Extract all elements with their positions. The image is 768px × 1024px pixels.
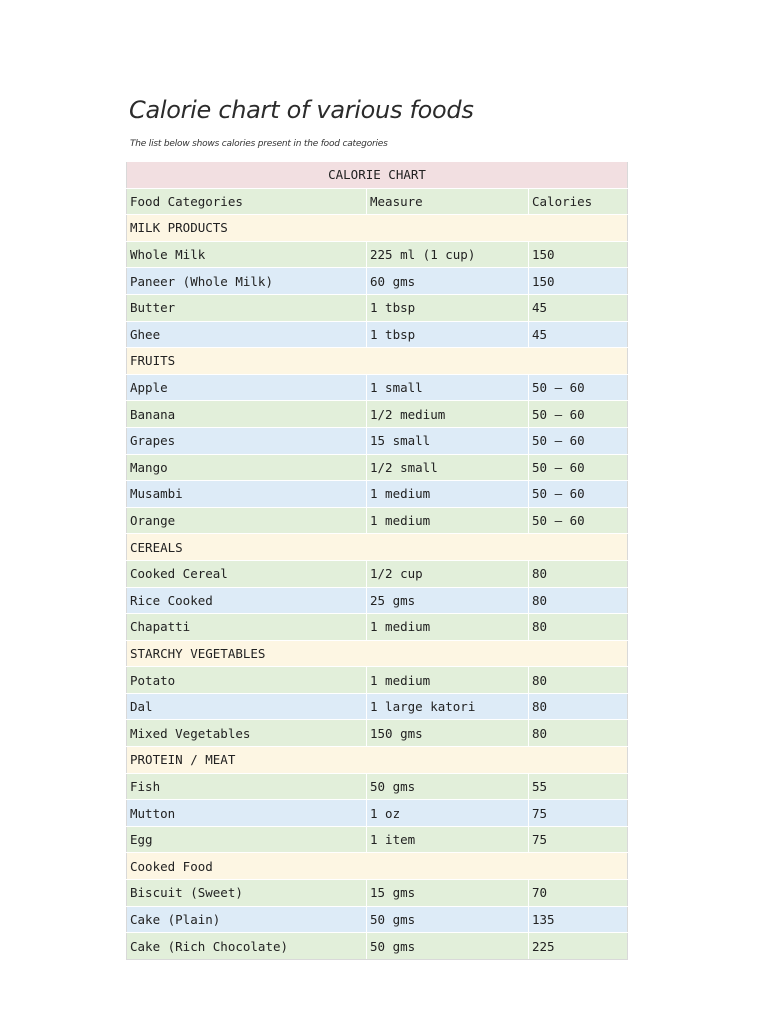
food-name-cell: Musambi [127,481,367,508]
category-row [127,747,628,774]
table-row [127,268,628,295]
category-label: Cooked Food [127,853,628,880]
table-row [127,693,628,720]
food-name-cell: Potato [127,667,367,694]
measure-cell: 1/2 cup [367,560,529,587]
measure-cell: 60 gms [367,268,529,295]
table-row [127,374,628,401]
table-row [127,401,628,428]
measure-cell: 225 ml (1 cup) [367,241,529,268]
food-name-cell: Cake (Rich Chocolate) [127,933,367,960]
measure-cell: 1 medium [367,614,529,641]
calories-cell: 75 [529,826,628,853]
table-row [127,427,628,454]
measure-cell: 1 item [367,826,529,853]
calories-cell: 50 – 60 [529,427,628,454]
category-label: MILK PRODUCTS [127,215,628,242]
measure-cell: 1/2 small [367,454,529,481]
measure-cell: 1 oz [367,800,529,827]
food-name-cell: Rice Cooked [127,587,367,614]
table-row [127,294,628,321]
calories-cell: 70 [529,880,628,907]
table-caption: CALORIE CHART [127,162,628,188]
table-row [127,587,628,614]
measure-cell: 1 small [367,374,529,401]
calories-cell: 80 [529,560,628,587]
table-header-row [127,188,628,215]
table-row [127,481,628,508]
food-name-cell: Dal [127,693,367,720]
table-row [127,507,628,534]
food-name-cell: Ghee [127,321,367,348]
calories-cell: 55 [529,773,628,800]
table-row [127,773,628,800]
category-row [127,853,628,880]
calories-cell: 50 – 60 [529,374,628,401]
calories-cell: 50 – 60 [529,401,628,428]
measure-cell: 1 tbsp [367,294,529,321]
food-name-cell: Chapatti [127,614,367,641]
calories-cell: 135 [529,906,628,933]
category-row [127,215,628,242]
measure-cell: 150 gms [367,720,529,747]
calories-cell: 150 [529,241,628,268]
calories-cell: 225 [529,933,628,960]
measure-cell: 15 small [367,427,529,454]
category-label: FRUITS [127,348,628,375]
measure-cell: 1/2 medium [367,401,529,428]
measure-cell: 1 medium [367,481,529,508]
calories-cell: 75 [529,800,628,827]
table-row [127,720,628,747]
table-row [127,241,628,268]
measure-cell: 1 tbsp [367,321,529,348]
table-row [127,614,628,641]
measure-cell: 50 gms [367,906,529,933]
food-name-cell: Cake (Plain) [127,906,367,933]
header-food-categories: Food Categories [127,188,367,215]
table-row [127,667,628,694]
table-row [127,933,628,960]
table-row [127,321,628,348]
header-calories: Calories [529,188,628,215]
calories-cell: 80 [529,587,628,614]
food-name-cell: Biscuit (Sweet) [127,880,367,907]
calories-cell: 50 – 60 [529,454,628,481]
table-row [127,454,628,481]
calories-cell: 80 [529,614,628,641]
calories-cell: 50 – 60 [529,481,628,508]
food-name-cell: Orange [127,507,367,534]
food-name-cell: Mixed Vegetables [127,720,367,747]
food-name-cell: Banana [127,401,367,428]
calories-cell: 80 [529,693,628,720]
table-row [127,800,628,827]
measure-cell: 50 gms [367,773,529,800]
measure-cell: 25 gms [367,587,529,614]
food-name-cell: Mutton [127,800,367,827]
food-name-cell: Grapes [127,427,367,454]
food-name-cell: Apple [127,374,367,401]
calorie-table [126,162,628,960]
table-row [127,906,628,933]
calories-cell: 150 [529,268,628,295]
food-name-cell: Cooked Cereal [127,560,367,587]
category-label: CEREALS [127,534,628,561]
food-name-cell: Fish [127,773,367,800]
calorie-table-body [127,162,628,959]
table-row [127,560,628,587]
table-row [127,880,628,907]
measure-cell: 15 gms [367,880,529,907]
page-title: Calorie chart of various foods [129,96,474,124]
category-label: PROTEIN / MEAT [127,747,628,774]
measure-cell: 1 large katori [367,693,529,720]
measure-cell: 1 medium [367,507,529,534]
category-label: STARCHY VEGETABLES [127,640,628,667]
food-name-cell: Butter [127,294,367,321]
food-name-cell: Whole Milk [127,241,367,268]
calories-cell: 45 [529,294,628,321]
calories-cell: 80 [529,720,628,747]
page-subtitle: The list below shows calories present in the food categories [130,139,388,149]
header-measure: Measure [367,188,529,215]
food-name-cell: Paneer (Whole Milk) [127,268,367,295]
calories-cell: 50 – 60 [529,507,628,534]
table-caption-row [127,162,628,188]
measure-cell: 50 gms [367,933,529,960]
table-row [127,826,628,853]
calories-cell: 80 [529,667,628,694]
food-name-cell: Egg [127,826,367,853]
category-row [127,348,628,375]
food-name-cell: Mango [127,454,367,481]
category-row [127,534,628,561]
measure-cell: 1 medium [367,667,529,694]
category-row [127,640,628,667]
calories-cell: 45 [529,321,628,348]
